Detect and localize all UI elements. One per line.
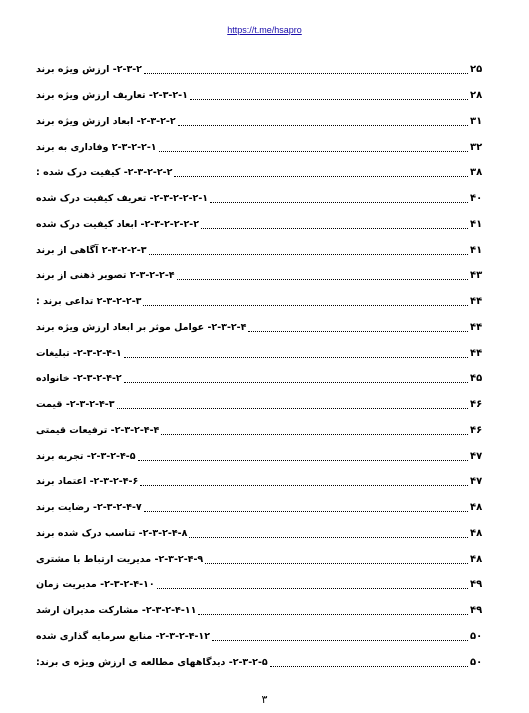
toc-entry-title: ۲-۳-۲-۴-۱۱- مشارکت مدیران ارشد [36,605,197,617]
toc-entry-page: ۴۶ [470,424,483,436]
toc-entry-page: ۳۱ [470,115,483,127]
toc-entry-page: ۴۸ [470,553,483,565]
toc-dot-leader [143,305,468,306]
toc-entry[interactable] [36,392,488,418]
toc-entry-title: ۲-۳-۲-۲-۲- کیفیت درک شده : [36,167,173,179]
toc-entry-title: ۲-۳-۲-۴-۸- تناسب درک شده برند [36,527,188,539]
toc-entry[interactable] [36,109,488,135]
toc-entry-title: ۲-۳-۲-۱- تعاریف ارزش ویژه برند [36,90,188,102]
page-number: ۳ [261,693,268,706]
toc-entry-title: ۲-۳-۲-۲-۳ آگاهی از برند [36,244,147,256]
toc-entry-page: ۴۴ [470,347,483,359]
toc-entry-page: ۴۱ [470,218,483,230]
table-of-contents [36,57,488,675]
toc-entry-page: ۴۷ [470,476,483,488]
toc-entry[interactable] [36,57,488,83]
toc-entry[interactable] [36,263,488,289]
toc-dot-leader [140,485,468,486]
toc-entry-page: ۴۷ [470,450,483,462]
toc-entry-title: ۲-۳-۲-۲-۴ تصویر ذهنی از برند [36,270,175,282]
toc-entry[interactable] [36,366,488,392]
toc-entry-page: ۴۹ [470,579,483,591]
toc-entry[interactable] [36,598,488,624]
toc-entry-page: ۵۰ [470,656,483,668]
toc-entry[interactable] [36,624,488,650]
toc-entry-title: ۲-۳-۲-۴-۱- تبلیغات [36,347,122,359]
toc-dot-leader [212,640,468,641]
toc-dot-leader [177,279,468,280]
toc-entry-page: ۴۴ [470,321,483,333]
toc-dot-leader [124,382,468,383]
toc-dot-leader [270,666,468,667]
toc-entry-page: ۴۳ [470,270,483,282]
toc-entry-page: ۲۵ [470,64,483,76]
toc-entry[interactable] [36,340,488,366]
toc-dot-leader [159,151,468,152]
toc-dot-leader [174,176,468,177]
toc-entry-page: ۳۲ [470,141,483,153]
toc-entry[interactable] [36,289,488,315]
toc-dot-leader [201,228,468,229]
toc-entry-page: ۴۹ [470,605,483,617]
toc-entry-title: ۲-۳-۲-۲-۱ وفاداری به برند [36,141,157,153]
toc-entry-title: ۲-۳-۲-۴-۷- رضایت برند [36,502,142,514]
toc-entry-title: ۲-۳-۲-۴-۳- قیمت [36,399,115,411]
toc-entry[interactable] [36,443,488,469]
toc-entry-title: ۲-۳-۲-۲-۳ تداعی برند : [36,296,142,308]
toc-entry-page: ۴۱ [470,244,483,256]
toc-entry-title: ۲-۳-۲-۵- دیدگاههای مطالعه ی ارزش ویژه ی برند: [36,656,268,668]
toc-entry[interactable] [36,83,488,109]
toc-entry-title: ۲-۳-۲-۲-۲-۱- تعریف کیفیت درک شده [36,193,209,205]
toc-dot-leader [144,511,468,512]
toc-entry-page: ۴۵ [470,373,483,385]
toc-entry-title: ۲-۳-۲-۴-۵- تجربه برند [36,450,136,462]
toc-entry-title: ۲-۳-۲-۴-۶- اعتماد برند [36,476,139,488]
toc-dot-leader [149,254,469,255]
toc-dot-leader [190,99,468,100]
toc-entry-page: ۴۴ [470,296,483,308]
toc-entry[interactable] [36,495,488,521]
toc-entry[interactable] [36,469,488,495]
toc-dot-leader [157,588,468,589]
toc-entry-page: ۲۸ [470,90,483,102]
toc-entry[interactable] [36,418,488,444]
toc-entry-title: ۲-۳-۲-۴- عوامل موثر بر ابعاد ارزش ویژه برند [36,321,247,333]
toc-entry[interactable] [36,160,488,186]
toc-entry[interactable] [36,315,488,341]
toc-entry-page: ۴۰ [470,193,483,205]
toc-dot-leader [189,537,468,538]
toc-dot-leader [248,331,468,332]
toc-dot-leader [205,563,468,564]
toc-entry[interactable] [36,186,488,212]
toc-dot-leader [117,408,468,409]
toc-entry-page: ۴۸ [470,527,483,539]
toc-entry-title: ۲-۳-۲-۲- ابعاد ارزش ویژه برند [36,115,176,127]
toc-entry-title: ۲-۳-۲-۴-۴- ترفیعات قیمتی [36,424,160,436]
toc-dot-leader [144,73,468,74]
toc-entry-page: ۳۸ [470,167,483,179]
toc-entry[interactable] [36,546,488,572]
toc-entry-title: ۲-۳-۲-۴-۲- خانواده [36,373,122,385]
toc-entry[interactable] [36,521,488,547]
toc-entry-title: ۲-۳-۲- ارزش ویژه برند [36,64,142,76]
toc-dot-leader [161,434,468,435]
toc-dot-leader [138,460,468,461]
toc-entry-page: ۵۰ [470,630,483,642]
toc-entry[interactable] [36,212,488,238]
toc-entry-title: ۲-۳-۲-۴-۹- مدیریت ارتباط با مشتری [36,553,204,565]
toc-entry[interactable] [36,649,488,675]
toc-entry-title: ۲-۳-۲-۲-۲-۲- ابعاد کیفیت درک شده [36,218,200,230]
toc-dot-leader [198,614,468,615]
toc-dot-leader [124,357,468,358]
toc-dot-leader [210,202,468,203]
toc-entry[interactable] [36,134,488,160]
toc-entry-page: ۴۶ [470,399,483,411]
toc-entry[interactable] [36,237,488,263]
toc-entry-title: ۲-۳-۲-۴-۱۲- منابع سرمایه گذاری شده [36,630,211,642]
toc-entry-title: ۲-۳-۲-۴-۱۰- مدیریت زمان [36,579,155,591]
toc-dot-leader [178,125,468,126]
header-telegram-link[interactable]: https://t.me/hsapro [227,25,302,35]
toc-entry-page: ۴۸ [470,502,483,514]
toc-entry[interactable] [36,572,488,598]
